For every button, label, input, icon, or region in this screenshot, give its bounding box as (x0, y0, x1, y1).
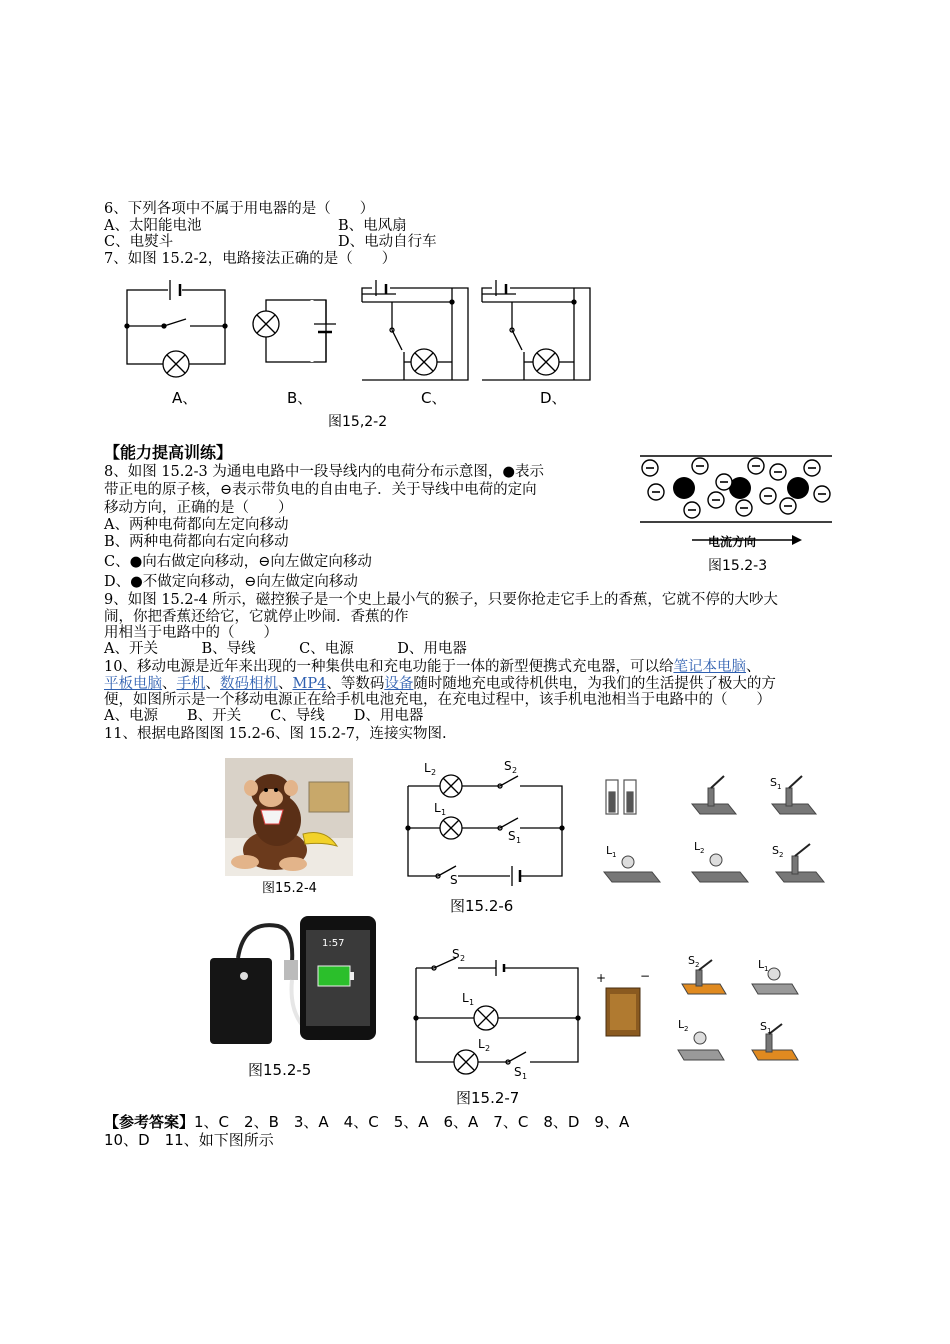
q8-figure-arrow-label: 电流方向 (708, 535, 757, 549)
components-15-2-6 (600, 770, 840, 890)
q6-option-d: D、电动自行车 (338, 234, 437, 250)
q8-option-c: C、●向右做定向移动，⊖向左做定向移动 (104, 554, 372, 570)
svg-text:S: S (760, 1020, 767, 1033)
q7-stem: 7、如图 15.2-2，电路接法正确的是（ ） (104, 251, 397, 267)
q8-line3: 移动方向，正确的是（ ） (104, 500, 293, 516)
q8-option-a: A、两种电荷都向左定向移动 (104, 517, 289, 533)
svg-text:2: 2 (431, 768, 437, 777)
svg-text:2: 2 (460, 954, 466, 963)
svg-text:1: 1 (612, 851, 617, 859)
q6-option-a: A、太阳能电池 (104, 218, 202, 234)
q10-sep: 、 (205, 676, 220, 692)
q9-line2: 闹，你把香蕉还给它，它就停止吵闹．香蕉的作 (104, 609, 409, 625)
figure-15-2-6-caption: 图15.2-6 (450, 897, 514, 915)
q8-option-b: B、两种电荷都向右定向移动 (104, 534, 289, 550)
q7-label-d: D、 (540, 389, 567, 407)
svg-text:L: L (606, 844, 613, 857)
q9-line3: 用相当于电路中的（ ） (104, 625, 278, 641)
q6-option-b: B、电风扇 (338, 218, 407, 234)
q10-sep: 、 (278, 676, 293, 692)
svg-text:L: L (758, 958, 765, 971)
svg-text:L: L (678, 1018, 685, 1031)
powerbank-photo (208, 912, 378, 1044)
svg-text:S: S (772, 844, 779, 857)
svg-text:2: 2 (485, 1044, 491, 1053)
figure-15-2-7-caption: 图15.2-7 (456, 1089, 520, 1107)
q8-line1: 8、如图 15.2-3 为通电电路中一段导线内的电荷分布示意图，●表示 (104, 464, 545, 480)
q10-sep: 、 (745, 659, 761, 675)
q6-stem: 6、下列各项中不属于用电器的是（ ） (104, 201, 375, 217)
figure-15-2-7-circuit (408, 944, 588, 1082)
link-camera[interactable]: 数码相机 (220, 676, 278, 692)
figure-15-2-5-caption: 图15.2-5 (248, 1061, 312, 1079)
answers-line1 (104, 1114, 629, 1131)
q9-options: A、开关 B、导线 C、电源 D、用电器 (104, 641, 467, 657)
q7-label-c: C、 (421, 389, 447, 407)
svg-text:S: S (504, 759, 512, 773)
svg-text:1: 1 (767, 1027, 772, 1035)
svg-text:2: 2 (684, 1025, 689, 1033)
phone-time: 1:57 (322, 938, 345, 949)
q7-caption: 图15,2-2 (328, 414, 388, 430)
link-phone[interactable]: 手机 (176, 676, 206, 692)
svg-text:2: 2 (695, 961, 700, 969)
svg-text:L: L (478, 1037, 485, 1051)
svg-text:S: S (688, 954, 695, 967)
svg-text:+: + (596, 971, 607, 985)
svg-text:L: L (694, 840, 701, 853)
link-tablet[interactable]: 平板电脑 (104, 676, 162, 692)
svg-text:1: 1 (777, 783, 782, 791)
svg-text:S: S (514, 1065, 522, 1079)
q7-label-a: A、 (172, 389, 198, 407)
q10-line2-text: 随时随地充电或待机供电，为我们的生活提供了极大的方 (413, 676, 776, 692)
q6-option-c: C、电熨斗 (104, 234, 174, 250)
q9-line1: 9、如图 15.2-4 所示，磁控猴子是一个史上最小气的猴子，只要你抢走它手上的香蕉，它就不停的大吵大 (104, 592, 778, 608)
q10-options: A、电源 B、开关 C、导线 D、用电器 (104, 708, 424, 724)
q10-line3: 便，如图所示是一个移动电源正在给手机电池充电，在充电过程中，该手机电池相当于电路中的（ ） (104, 692, 771, 708)
section-title: 【能力提高训练】 (104, 443, 233, 462)
svg-text:1: 1 (441, 808, 447, 817)
link-mp4[interactable]: MP4 (292, 676, 327, 692)
svg-text:2: 2 (700, 847, 705, 855)
figure-15-2-4-caption: 图15.2-4 (262, 881, 317, 896)
monkey-photo (225, 758, 353, 876)
q8-caption: 图15.2-3 (708, 558, 768, 574)
link-laptop[interactable]: 笔记本电脑 (673, 659, 746, 675)
q10-sep: 、 (162, 676, 177, 692)
figure-15-2-6-circuit (400, 760, 575, 890)
svg-text:2: 2 (512, 766, 518, 775)
q8-line2: 带正电的原子核，⊖表示带负电的自由电子．关于导线中电荷的定向 (104, 482, 537, 498)
q10-line2 (104, 676, 776, 693)
q10-mid-text: 、等数码 (326, 676, 385, 692)
q11-stem: 11、根据电路图图 15.2-6、图 15.2-7，连接实物图. (104, 726, 447, 742)
q10-line1-text: 10、移动电源是近年来出现的一种集供电和充电功能于一体的新型便携式充电器，可以给 (104, 659, 674, 675)
svg-text:1: 1 (516, 836, 522, 845)
link-device[interactable]: 设备 (384, 676, 414, 692)
answers-label: 【参考答案】 (104, 1113, 195, 1131)
svg-text:1: 1 (469, 998, 475, 1007)
svg-text:2: 2 (779, 851, 784, 859)
svg-text:−: − (640, 969, 651, 983)
svg-text:S: S (450, 873, 458, 887)
figure-15-2-2-circuits (100, 272, 620, 432)
svg-text:L: L (424, 761, 431, 775)
svg-text:L: L (462, 991, 469, 1005)
svg-text:L: L (434, 801, 441, 815)
q7-label-b: B、 (287, 389, 313, 407)
svg-text:S: S (508, 829, 516, 843)
svg-text:S: S (770, 776, 777, 789)
q10-line1 (104, 659, 760, 676)
svg-text:1: 1 (522, 1072, 528, 1081)
answers-line2: 10、D 11、如下图所示 (104, 1131, 274, 1149)
components-15-2-7 (596, 954, 806, 1064)
svg-text:S: S (452, 947, 460, 961)
svg-text:1: 1 (764, 965, 769, 973)
answers-text: 1、C 2、B 3、A 4、C 5、A 6、A 7、C 8、D 9、A (194, 1113, 630, 1131)
q8-option-d: D、●不做定向移动，⊖向左做定向移动 (104, 574, 358, 590)
